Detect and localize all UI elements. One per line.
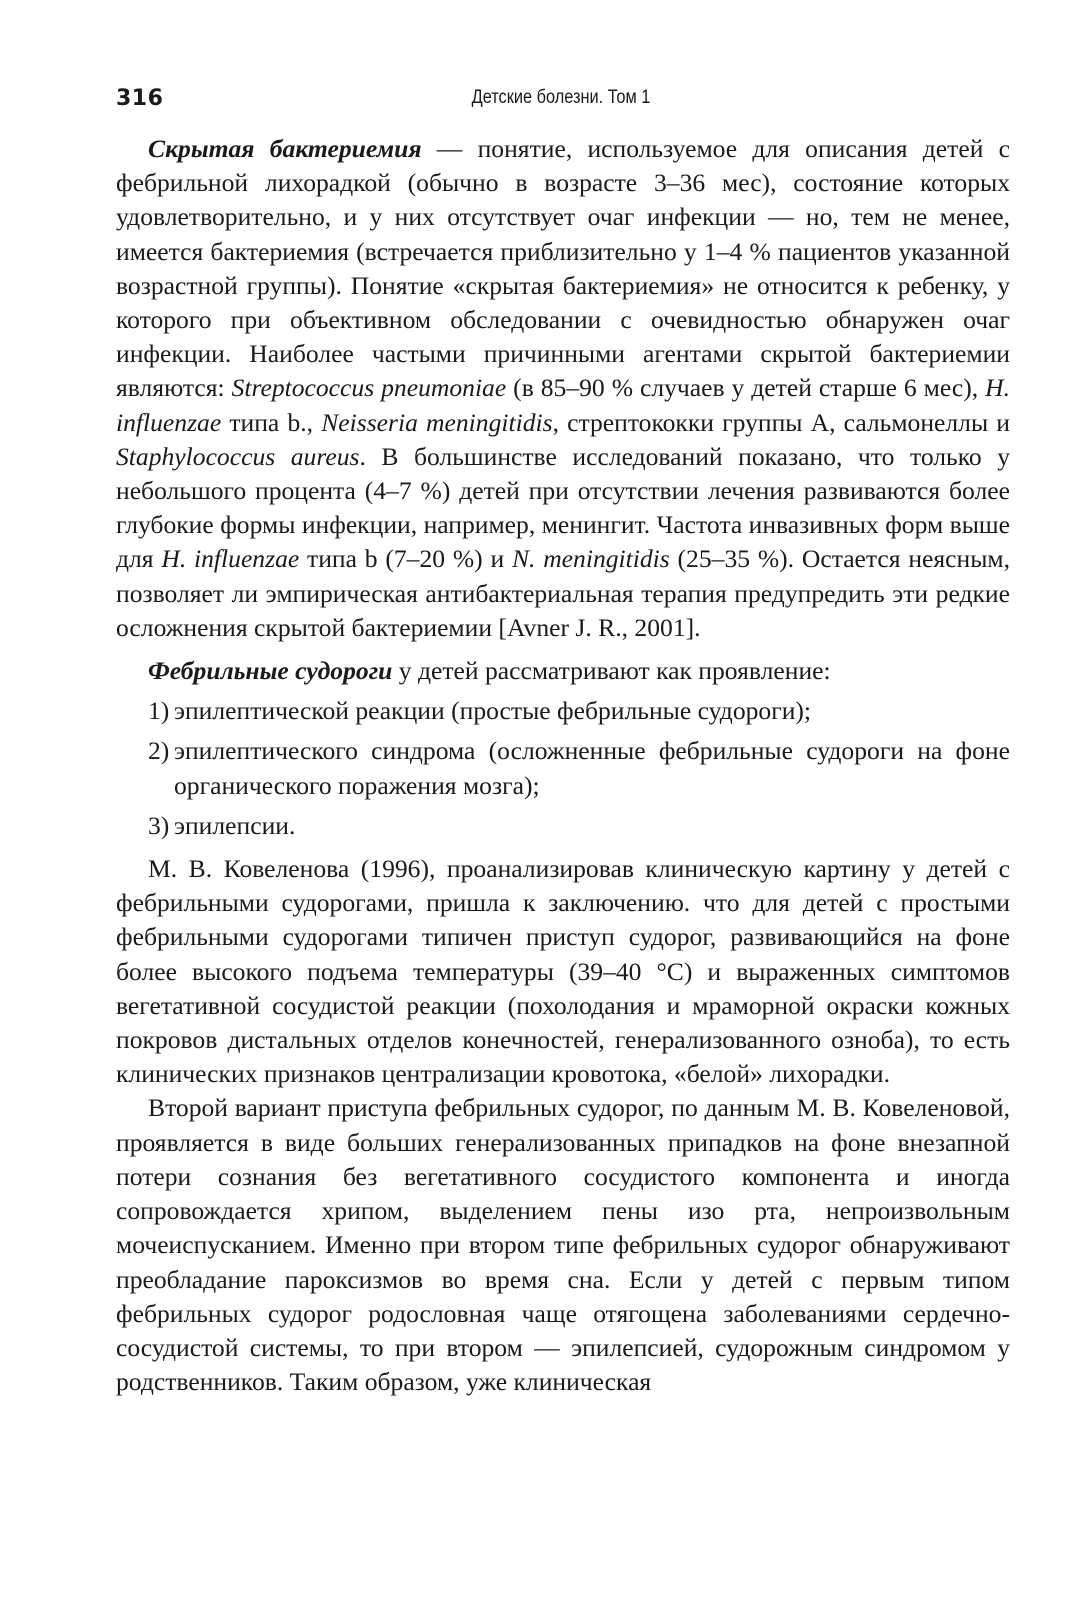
paragraph-febrile-seizures	[116, 654, 1010, 688]
text-fragment: (25–35 %). Остается неясным, позволяет ли эмпирическая антибактериальная терапия предупредить эти редкие осложнения скрытой бактериемии [Avner J. R., 2001].	[116, 544, 1010, 642]
text-fragment: у детей рассматривают как проявление:	[392, 656, 831, 686]
text-fragment: типа b (7–20 %) и	[299, 544, 512, 574]
list-item	[116, 694, 1010, 728]
latin-name: H. influenzae	[161, 544, 300, 574]
running-title: Детские болезни. Том 1	[471, 87, 651, 108]
latin-name: Neisseria meningitidis	[321, 407, 553, 437]
text-fragment: типа b.,	[221, 407, 322, 437]
list-text: эпилепсии.	[174, 810, 296, 840]
term-febrile-seizures: Фебрильные судороги	[148, 656, 393, 686]
term-occult-bacteremia: Скрытая бактериемия	[148, 134, 422, 163]
list-text: эпилептического синдрома (осложненные фебрильные судороги на фоне органического поражения мозга);	[174, 736, 1010, 800]
list-number: 1)	[148, 696, 170, 726]
latin-name: Streptococcus pneumoniae	[231, 373, 507, 403]
list-number: 3)	[148, 810, 170, 840]
text-fragment: . В большинстве исследований показано, что только у небольшого процента (4–7 %) детей при отсутствии лечения развиваются более глубокие формы инфекции, например, менингит. Частота инвазивных форм выше для	[116, 441, 1010, 574]
text-fragment: , стрептококки группы А, сальмонеллы и	[552, 407, 1010, 437]
paragraph-kovelenova: М. В. Ковеленова (1996), проанализировав клиническую картину у детей с фебрильными судорогами, пришла к заключению. что для детей с простыми фебрильными судорогами типичен приступ судорог, развивающийся на фоне более высокого подъема температуры (39–40 °С) и выраженных симптомов вегетативной сосудистой реакции (похолодания и мраморной окраски кожных покровов дистальных отделов конечностей, генерализованного озноба), то есть клинических признаков централизации кровотока, «белой» лихорадки.	[116, 854, 1010, 1089]
page-header	[116, 86, 1006, 118]
latin-name: N. meningitidis	[511, 544, 670, 574]
list-item	[116, 809, 1010, 843]
list-item	[116, 734, 1010, 802]
latin-name: H. influenzae	[116, 373, 1010, 437]
paragraph-second-variant: Второй вариант приступа фебрильных судорог, по данным М. В. Ковеленовой, проявляется в виде больших генерализованных припадков на фоне внезапной потери сознания без вегетативного сосудистого компонента и иногда сопровождается хрипом, выделением пены изо рта, непроизвольным мочеиспусканием. Именно при втором типе фебрильных судорог обнаруживают преобладание пароксизмов во время сна. Если у детей с первым типом фебрильных судорог родословная чаще отягощена заболеваниями сердечно-сосудистой системы, то при втором — эпилепсией, судорожным синдромом у родственников. Таким образом, уже клиническая	[116, 1093, 1010, 1397]
list-number: 2)	[148, 736, 170, 766]
paragraph-occult-bacteremia	[116, 132, 1010, 645]
seizure-types-list	[116, 694, 1010, 843]
text-fragment: (в 85–90 % случаев у детей старше 6 мес),	[506, 373, 986, 403]
latin-name: Staphylococcus aureus	[116, 441, 360, 471]
page-number: 316	[116, 86, 164, 111]
page-body	[116, 132, 1010, 1399]
text-fragment: — понятие, используемое для описания детей с фебрильной лихорадкой (обычно в возрасте 3–36 мес), состояние которых удовлетворительно, и у них отсутствует очаг инфекции — но, тем не менее, имеется бактериемия (встречается приблизительно у 1–4 % пациентов указанной возрастной группы). Понятие «скрытая бактериемия» не относится к ребенку, у которого при объективном обследовании с очевидностью обнаружен очаг инфекции. Наиболее частыми причинными агентами скрытой бактериемии являются:	[116, 134, 1010, 403]
list-text: эпилептической реакции (простые фебрильные судороги);	[174, 696, 812, 726]
